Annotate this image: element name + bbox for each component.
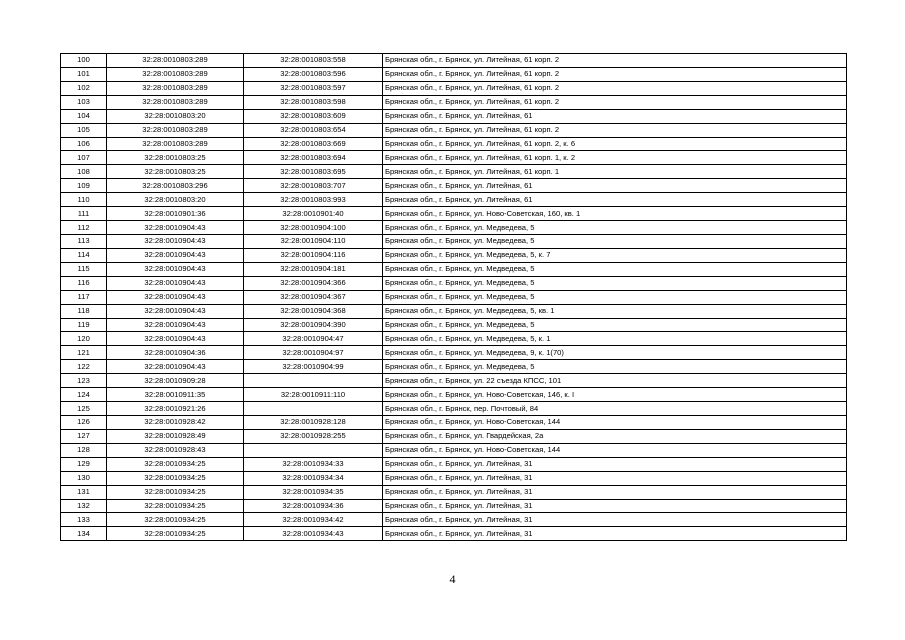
- cadastral-number-cell: 32:28:0010803:669: [244, 137, 383, 151]
- parent-cadastral-number-cell: 32:28:0010928:43: [107, 443, 244, 457]
- row-number-cell: 115: [61, 262, 107, 276]
- row-number-cell: 129: [61, 457, 107, 471]
- address-cell: Брянская обл., г. Брянск, ул. Гвардейская, 2а: [383, 429, 847, 443]
- cadastral-number-cell: 32:28:0010803:609: [244, 109, 383, 123]
- parent-cadastral-number-cell: 32:28:0010803:289: [107, 95, 244, 109]
- cadastral-number-cell: 32:28:0010803:694: [244, 151, 383, 165]
- parent-cadastral-number-cell: 32:28:0010803:20: [107, 193, 244, 207]
- table-row: [61, 429, 847, 443]
- row-number-cell: 119: [61, 318, 107, 332]
- row-number-cell: 103: [61, 95, 107, 109]
- address-cell: Брянская обл., г. Брянск, ул. Литейная, 61: [383, 109, 847, 123]
- cadastral-number-cell: 32:28:0010934:42: [244, 513, 383, 527]
- address-cell: Брянская обл., г. Брянск, ул. Литейная, 61 корп. 1: [383, 165, 847, 179]
- table-row: [61, 137, 847, 151]
- row-number-cell: 108: [61, 165, 107, 179]
- address-cell: Брянская обл., г. Брянск, ул. Медведева, 5: [383, 234, 847, 248]
- row-number-cell: 127: [61, 429, 107, 443]
- address-cell: Брянская обл., г. Брянск, ул. Литейная, 61 корп. 1, к. 2: [383, 151, 847, 165]
- cadastral-number-cell: 32:28:0010904:390: [244, 318, 383, 332]
- table-row: [61, 443, 847, 457]
- parent-cadastral-number-cell: 32:28:0010803:25: [107, 151, 244, 165]
- cadastral-number-cell: 32:28:0010803:707: [244, 179, 383, 193]
- parent-cadastral-number-cell: 32:28:0010934:25: [107, 485, 244, 499]
- cadastral-number-cell: [244, 402, 383, 416]
- address-cell: Брянская обл., г. Брянск, ул. Литейная, 31: [383, 513, 847, 527]
- cadastral-number-cell: 32:28:0010911:110: [244, 388, 383, 402]
- table-row: [61, 95, 847, 109]
- cadastral-number-cell: 32:28:0010934:34: [244, 471, 383, 485]
- table-row: [61, 207, 847, 221]
- row-number-cell: 110: [61, 193, 107, 207]
- parent-cadastral-number-cell: 32:28:0010904:43: [107, 276, 244, 290]
- row-number-cell: 107: [61, 151, 107, 165]
- parent-cadastral-number-cell: 32:28:0010803:25: [107, 165, 244, 179]
- parent-cadastral-number-cell: 32:28:0010904:43: [107, 221, 244, 235]
- cadastral-table: [60, 53, 847, 541]
- row-number-cell: 132: [61, 499, 107, 513]
- table-row: [61, 318, 847, 332]
- row-number-cell: 104: [61, 109, 107, 123]
- cadastral-number-cell: [244, 374, 383, 388]
- table-row: [61, 346, 847, 360]
- parent-cadastral-number-cell: 32:28:0010803:289: [107, 67, 244, 81]
- parent-cadastral-number-cell: 32:28:0010904:43: [107, 304, 244, 318]
- cadastral-number-cell: 32:28:0010928:128: [244, 415, 383, 429]
- cadastral-number-cell: 32:28:0010934:35: [244, 485, 383, 499]
- row-number-cell: 117: [61, 290, 107, 304]
- table-row: [61, 304, 847, 318]
- parent-cadastral-number-cell: 32:28:0010928:42: [107, 415, 244, 429]
- cadastral-number-cell: 32:28:0010904:367: [244, 290, 383, 304]
- parent-cadastral-number-cell: 32:28:0010904:36: [107, 346, 244, 360]
- row-number-cell: 114: [61, 248, 107, 262]
- parent-cadastral-number-cell: 32:28:0010904:43: [107, 290, 244, 304]
- table-row: [61, 360, 847, 374]
- cadastral-number-cell: 32:28:0010803:596: [244, 67, 383, 81]
- row-number-cell: 111: [61, 207, 107, 221]
- cadastral-number-cell: 32:28:0010904:100: [244, 221, 383, 235]
- table-row: [61, 374, 847, 388]
- parent-cadastral-number-cell: 32:28:0010803:20: [107, 109, 244, 123]
- parent-cadastral-number-cell: 32:28:0010934:25: [107, 527, 244, 541]
- cadastral-number-cell: 32:28:0010904:47: [244, 332, 383, 346]
- address-cell: Брянская обл., г. Брянск, ул. Литейная, 31: [383, 457, 847, 471]
- row-number-cell: 123: [61, 374, 107, 388]
- row-number-cell: 120: [61, 332, 107, 346]
- table-row: [61, 151, 847, 165]
- address-cell: Брянская обл., г. Брянск, ул. Медведева, 5, кв. 1: [383, 304, 847, 318]
- address-cell: Брянская обл., г. Брянск, ул. Литейная, 61 корп. 2: [383, 123, 847, 137]
- cadastral-number-cell: 32:28:0010904:97: [244, 346, 383, 360]
- address-cell: Брянская обл., г. Брянск, ул. Литейная, 31: [383, 485, 847, 499]
- address-cell: Брянская обл., г. Брянск, ул. Медведева, 5, к. 7: [383, 248, 847, 262]
- parent-cadastral-number-cell: 32:28:0010901:36: [107, 207, 244, 221]
- row-number-cell: 118: [61, 304, 107, 318]
- table-row: [61, 415, 847, 429]
- address-cell: Брянская обл., г. Брянск, ул. Литейная, 61 корп. 2: [383, 95, 847, 109]
- cadastral-number-cell: 32:28:0010934:33: [244, 457, 383, 471]
- address-cell: Брянская обл., г. Брянск, ул. Медведева, 5: [383, 318, 847, 332]
- address-cell: Брянская обл., г. Брянск, ул. Ново-Советская, 146, к. I: [383, 388, 847, 402]
- table-row: [61, 221, 847, 235]
- cadastral-number-cell: [244, 443, 383, 457]
- parent-cadastral-number-cell: 32:28:0010909:28: [107, 374, 244, 388]
- address-cell: Брянская обл., г. Брянск, ул. Медведева, 5: [383, 262, 847, 276]
- row-number-cell: 131: [61, 485, 107, 499]
- cadastral-number-cell: 32:28:0010934:36: [244, 499, 383, 513]
- parent-cadastral-number-cell: 32:28:0010934:25: [107, 457, 244, 471]
- row-number-cell: 109: [61, 179, 107, 193]
- parent-cadastral-number-cell: 32:28:0010934:25: [107, 499, 244, 513]
- parent-cadastral-number-cell: 32:28:0010803:289: [107, 54, 244, 68]
- cadastral-number-cell: 32:28:0010904:366: [244, 276, 383, 290]
- table-row: [61, 193, 847, 207]
- table-row: [61, 457, 847, 471]
- cadastral-number-cell: 32:28:0010803:654: [244, 123, 383, 137]
- row-number-cell: 124: [61, 388, 107, 402]
- row-number-cell: 125: [61, 402, 107, 416]
- parent-cadastral-number-cell: 32:28:0010904:43: [107, 318, 244, 332]
- row-number-cell: 133: [61, 513, 107, 527]
- parent-cadastral-number-cell: 32:28:0010921:26: [107, 402, 244, 416]
- cadastral-number-cell: 32:28:0010934:43: [244, 527, 383, 541]
- table-row: [61, 123, 847, 137]
- table-row: [61, 290, 847, 304]
- parent-cadastral-number-cell: 32:28:0010803:289: [107, 137, 244, 151]
- address-cell: Брянская обл., г. Брянск, ул. Медведева, 5: [383, 276, 847, 290]
- address-cell: Брянская обл., г. Брянск, ул. Литейная, 31: [383, 499, 847, 513]
- table-body: [61, 54, 847, 541]
- parent-cadastral-number-cell: 32:28:0010803:289: [107, 81, 244, 95]
- table-row: [61, 276, 847, 290]
- cadastral-number-cell: 32:28:0010904:368: [244, 304, 383, 318]
- row-number-cell: 130: [61, 471, 107, 485]
- address-cell: Брянская обл., г. Брянск, ул. Литейная, 61 корп. 2: [383, 67, 847, 81]
- row-number-cell: 106: [61, 137, 107, 151]
- address-cell: Брянская обл., г. Брянск, ул. Литейная, 61: [383, 193, 847, 207]
- row-number-cell: 126: [61, 415, 107, 429]
- parent-cadastral-number-cell: 32:28:0010904:43: [107, 234, 244, 248]
- table-row: [61, 262, 847, 276]
- table-row: [61, 513, 847, 527]
- address-cell: Брянская обл., г. Брянск, ул. Литейная, 61 корп. 2, к. 6: [383, 137, 847, 151]
- cadastral-number-cell: 32:28:0010904:181: [244, 262, 383, 276]
- table-row: [61, 485, 847, 499]
- parent-cadastral-number-cell: 32:28:0010904:43: [107, 262, 244, 276]
- cadastral-number-cell: 32:28:0010803:993: [244, 193, 383, 207]
- parent-cadastral-number-cell: 32:28:0010911:35: [107, 388, 244, 402]
- parent-cadastral-number-cell: 32:28:0010934:25: [107, 513, 244, 527]
- page-number: 4: [449, 572, 456, 586]
- parent-cadastral-number-cell: 32:28:0010904:43: [107, 360, 244, 374]
- address-cell: Брянская обл., г. Брянск, ул. Медведева, 5: [383, 360, 847, 374]
- table-row: [61, 332, 847, 346]
- address-cell: Брянская обл., г. Брянск, ул. Медведева, 5, к. 1: [383, 332, 847, 346]
- table-row: [61, 248, 847, 262]
- address-cell: Брянская обл., г. Брянск, ул. Ново-Советская, 144: [383, 443, 847, 457]
- address-cell: Брянская обл., г. Брянск, ул. Ново-Советская, 160, кв. 1: [383, 207, 847, 221]
- cadastral-number-cell: 32:28:0010803:695: [244, 165, 383, 179]
- address-cell: Брянская обл., г. Брянск, ул. Литейная, 31: [383, 471, 847, 485]
- cadastral-number-cell: 32:28:0010904:99: [244, 360, 383, 374]
- cadastral-number-cell: 32:28:0010904:116: [244, 248, 383, 262]
- row-number-cell: 134: [61, 527, 107, 541]
- parent-cadastral-number-cell: 32:28:0010803:296: [107, 179, 244, 193]
- address-cell: Брянская обл., г. Брянск, ул. Ново-Советская, 144: [383, 415, 847, 429]
- table-row: [61, 499, 847, 513]
- address-cell: Брянская обл., г. Брянск, ул. Литейная, 61: [383, 179, 847, 193]
- address-cell: Брянская обл., г. Брянск, ул. 22 съезда КПСС, 101: [383, 374, 847, 388]
- address-cell: Брянская обл., г. Брянск, пер. Почтовый, 84: [383, 402, 847, 416]
- table-row: [61, 54, 847, 68]
- row-number-cell: 121: [61, 346, 107, 360]
- address-cell: Брянская обл., г. Брянск, ул. Литейная, 61 корп. 2: [383, 54, 847, 68]
- row-number-cell: 100: [61, 54, 107, 68]
- row-number-cell: 113: [61, 234, 107, 248]
- parent-cadastral-number-cell: 32:28:0010928:49: [107, 429, 244, 443]
- cadastral-number-cell: 32:28:0010803:598: [244, 95, 383, 109]
- address-cell: Брянская обл., г. Брянск, ул. Медведева, 9, к. 1(70): [383, 346, 847, 360]
- row-number-cell: 105: [61, 123, 107, 137]
- table-row: [61, 179, 847, 193]
- table-row: [61, 527, 847, 541]
- parent-cadastral-number-cell: 32:28:0010934:25: [107, 471, 244, 485]
- cadastral-number-cell: 32:28:0010928:255: [244, 429, 383, 443]
- table-row: [61, 388, 847, 402]
- row-number-cell: 102: [61, 81, 107, 95]
- table-row: [61, 234, 847, 248]
- cadastral-number-cell: 32:28:0010904:110: [244, 234, 383, 248]
- parent-cadastral-number-cell: 32:28:0010803:289: [107, 123, 244, 137]
- table-row: [61, 67, 847, 81]
- cadastral-number-cell: 32:28:0010901:40: [244, 207, 383, 221]
- parent-cadastral-number-cell: 32:28:0010904:43: [107, 248, 244, 262]
- row-number-cell: 116: [61, 276, 107, 290]
- cadastral-number-cell: 32:28:0010803:597: [244, 81, 383, 95]
- row-number-cell: 128: [61, 443, 107, 457]
- address-cell: Брянская обл., г. Брянск, ул. Медведева, 5: [383, 221, 847, 235]
- table-row: [61, 109, 847, 123]
- row-number-cell: 112: [61, 221, 107, 235]
- address-cell: Брянская обл., г. Брянск, ул. Литейная, 31: [383, 527, 847, 541]
- row-number-cell: 122: [61, 360, 107, 374]
- table-row: [61, 402, 847, 416]
- table-row: [61, 471, 847, 485]
- cadastral-number-cell: 32:28:0010803:558: [244, 54, 383, 68]
- address-cell: Брянская обл., г. Брянск, ул. Литейная, 61 корп. 2: [383, 81, 847, 95]
- table-row: [61, 165, 847, 179]
- address-cell: Брянская обл., г. Брянск, ул. Медведева, 5: [383, 290, 847, 304]
- parent-cadastral-number-cell: 32:28:0010904:43: [107, 332, 244, 346]
- table-row: [61, 81, 847, 95]
- row-number-cell: 101: [61, 67, 107, 81]
